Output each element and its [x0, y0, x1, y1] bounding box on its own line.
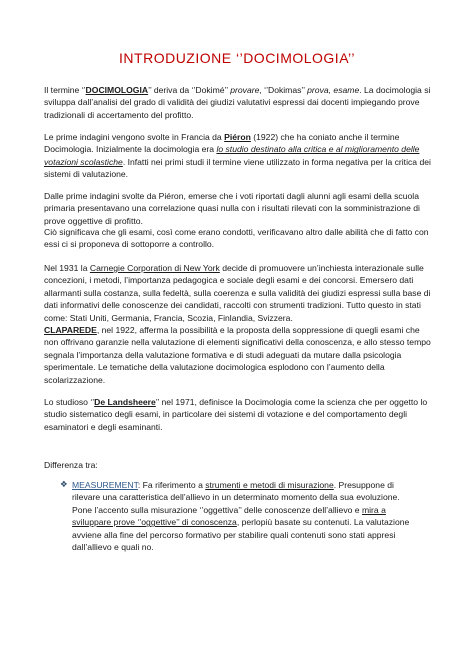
- text-segment: . Infatti nei primi studi il termine viene utilizzato in forma negativa per la critica dei sistemi di valutazione.: [44, 156, 431, 180]
- text-segment: , ‘’Dokimas’’: [259, 85, 308, 95]
- text-segment: Lo studioso ‘’: [44, 397, 95, 407]
- paragraph-carnegie: [44, 262, 436, 324]
- text-segment: . La docimologia si sviluppa dall’analisi del grado di validità dei giudizi valutativi espressi dai docenti impiegando prove tradizionali di accertamento del profitto.: [44, 85, 431, 120]
- diamond-bullet-icon: ❖: [60, 479, 68, 489]
- paragraph-de-landsheere: [44, 396, 436, 433]
- bold-name-claparede: CLAPAREDE: [44, 325, 97, 335]
- text-segment: : Fa riferimento a: [137, 480, 206, 490]
- bold-term-docimologia: DOCIMOLOGIA: [85, 85, 149, 95]
- text-segment: , nel 1922, afferma la possibilità e la proposta della soppressione di quegli esami che non offrivano garanzie nella valutazione di elementi significativi della conoscenza, e allo stesso tempo segnala l’importanza della valutazione formativa e di studi adeguati da mutare dalla psicologia sperimentale. Le tematiche della valutazione docimologica esplodono con l’aumento della scolarizzazione.: [44, 325, 431, 385]
- text-segment: Il termine ‘’: [44, 85, 86, 95]
- list-item-measurement: [72, 479, 418, 553]
- italic-term: prova, esame: [307, 85, 360, 95]
- text-segment: . Presuppone di rilevare una caratteristica dell’allievo in un determinato momento della sua evoluzione. Pone l’accento sulla misurazione ‘’oggettiva’’ delle conoscenze dell’allievo e: [72, 480, 400, 515]
- document-title: INTRODUZIONE ‘’DOCIMOLOGIA’’: [119, 50, 355, 66]
- bold-name-de-landsheere: De Landsheere: [94, 397, 156, 407]
- underlined-phrase: strumenti e metodi di misurazione: [205, 480, 334, 490]
- underlined-carnegie: Carnegie Corporation di New York: [89, 263, 220, 273]
- text-segment: , perlopiù basate su contenuti. La valutazione avviene alla fine del percorso formativo per stabilire quali contenuti sono stati appresi dall’allievo e quali no.: [72, 517, 410, 553]
- paragraph-differenza: Differenza tra:: [44, 460, 98, 470]
- text-segment: ’’ nel 1971, definisce la Docimologia come la scienza che per oggetto lo studio sistematico degli esami, in particolare dei sistemi di votazione e del comportamento degli esaminatori e degli esaminanti.: [44, 397, 428, 432]
- paragraph-pieron: [44, 131, 436, 181]
- italic-term: provare: [230, 85, 260, 95]
- paragraph-intro: [44, 84, 436, 121]
- term-measurement: MEASUREMENT: [72, 480, 138, 490]
- text-segment: ’’ deriva da ‘’Dokimé’’: [148, 85, 231, 95]
- text-segment: (1922) che ha coniato anche il termine Docimologia. Inizialmente la docimologia era: [44, 132, 400, 155]
- italic-definition: lo studio destinato alla critica e al miglioramento delle votazioni scolastiche: [44, 144, 420, 167]
- text-segment: decide di promuovere un’inchiesta interazionale sulle concezioni, i metodi, l’importanza pedagogica e sociale degli esami e dei concorsi. Emersero dati allarmanti sulla costanza, sulla fedeltà, sulla coerenza e sulla validità dei giudizi espressi sulla base di dati informativi delle conoscenze dei candidati, raccolti con strumenti tradizioni. Tutto questo in stati come: Stati Uniti, Germania, Francia, Scozia, Finlandia, Svizzera.: [44, 263, 431, 323]
- paragraph-meaning: Ciò significava che gli esami, così come erano condotti, verificavano altro dalle abilità che di fatto con essi ci si proponeva di sottoporre a controllo.: [44, 227, 429, 250]
- paragraph-claparede: [44, 324, 436, 386]
- text-segment: Le prime indagini vengono svolte in Francia da: [44, 132, 225, 142]
- bold-name-pieron: Piéron: [224, 132, 251, 142]
- underlined-phrase: mira a sviluppare prove ‘’oggettive’’ di conoscenza: [72, 504, 386, 528]
- paragraph-early-studies: Dalle prime indagini svolte da Piéron, emerse che i voti riportati dagli alunni agli esami della scuola primaria presentavano una correlazione quasi nulla con i risultati rilevati con la somministrazione di prove oggettive di profitto.: [44, 191, 420, 226]
- text-segment: Nel 1931 la: [44, 263, 90, 273]
